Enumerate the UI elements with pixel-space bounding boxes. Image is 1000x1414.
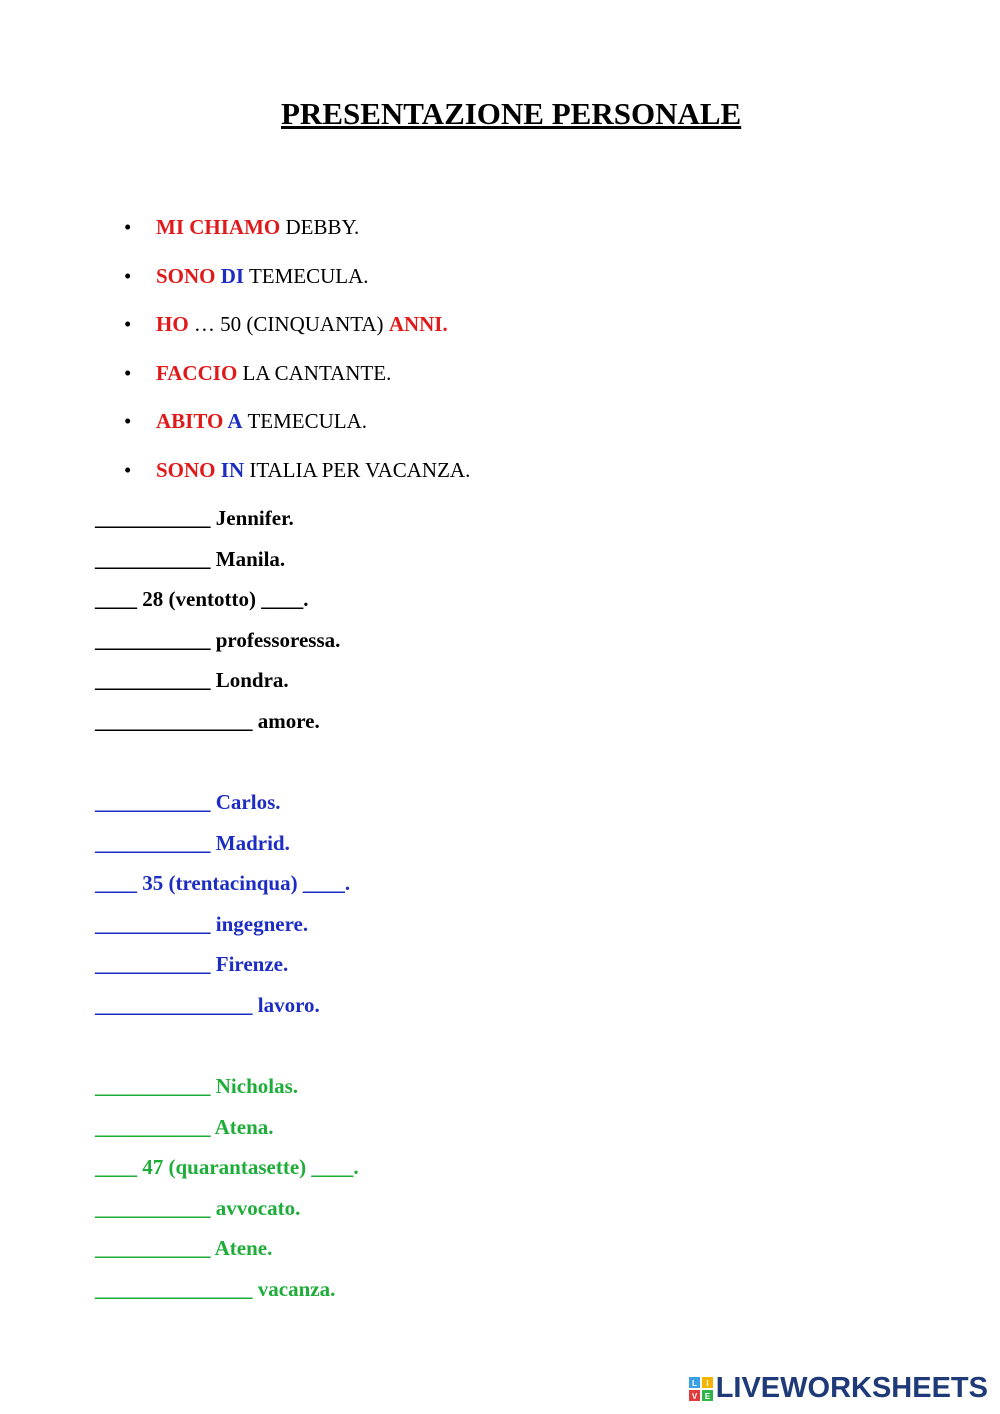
svg-text:I: I [706, 1378, 709, 1388]
exercise-line: ___________ avvocato. [95, 1195, 301, 1220]
exercise-line: _______________ amore. [95, 708, 320, 733]
exercise-line: _______________ lavoro. [95, 992, 320, 1017]
bullet-text-part: TEMECULA. [242, 409, 368, 434]
exercise-line: ___________ Madrid. [95, 830, 290, 855]
list-item [0, 307, 470, 356]
brand-name: LIVEWORKSHEETS [715, 1372, 988, 1404]
list-item [0, 259, 470, 308]
bullet-text-part: MI CHIAMO [156, 215, 281, 239]
exercise-line: ___________ Firenze. [95, 952, 289, 976]
list-item [0, 356, 470, 405]
exercise-group-black [95, 505, 340, 748]
bullet-icon: • [124, 312, 132, 337]
bullet-text-part: DI [215, 263, 245, 288]
exercise-line: ___________ professoressa. [95, 627, 341, 652]
bullet-text-part: LA CANTANTE. [237, 360, 392, 385]
bullet-text-part: TEMECULA. [244, 263, 369, 288]
bullet-text-part: ANNI. [388, 312, 448, 337]
bullet-text-part: DEBBY. [280, 215, 360, 239]
bullet-icon: • [124, 409, 132, 434]
svg-text:L: L [691, 1378, 697, 1388]
exercise-line: ___________ Jennifer. [95, 506, 294, 530]
exercise-line: ____ 28 (ventotto) ____. [95, 587, 309, 611]
exercise-line: ___________ ingegnere. [95, 911, 309, 936]
page-title: PRESENTAZIONE PERSONALE [281, 96, 742, 131]
bullet-icon: • [124, 457, 132, 482]
exercise-line: ___________ Manila. [95, 546, 286, 571]
bullet-text-part: ITALIA PER VACANZA. [244, 457, 471, 482]
svg-text:E: E [704, 1391, 710, 1401]
exercise-line: ___________ Atena. [95, 1114, 274, 1139]
bullet-icon: • [124, 360, 132, 385]
bullet-text-part: FACCIO [156, 360, 238, 385]
brand-footer [689, 1372, 988, 1405]
bullet-text-part: SONO [156, 457, 216, 482]
exercise-group-blue [95, 789, 350, 1032]
exercise-line: _______________ vacanza. [95, 1276, 336, 1301]
exercise-line: ___________ Carlos. [95, 790, 281, 814]
svg-text:V: V [691, 1391, 697, 1401]
bullet-text-part: A [223, 409, 243, 434]
bullet-text-part: SONO [156, 263, 216, 288]
bullet-text-part: HO [156, 312, 189, 337]
exercise-line: ____ 47 (quarantasette) ____. [95, 1155, 359, 1179]
list-item [0, 404, 470, 453]
bullet-text-part: ABITO [156, 409, 224, 434]
list-item [0, 453, 470, 502]
presentation-list [0, 210, 470, 502]
list-item [0, 210, 470, 259]
exercise-group-green [95, 1073, 359, 1316]
bullet-text-part: … 50 (CINQUANTA) [188, 312, 389, 337]
liveworksheets-logo-icon [689, 1377, 713, 1401]
exercise-line: ____ 35 (trentacinqua) ____. [95, 871, 351, 895]
bullet-icon: • [124, 263, 132, 288]
bullet-text-part: IN [215, 457, 245, 482]
exercise-line: ___________ Londra. [95, 668, 289, 692]
exercise-line: ___________ Atene. [95, 1236, 273, 1260]
bullet-icon: • [124, 215, 132, 239]
exercise-line: ___________ Nicholas. [95, 1074, 299, 1098]
